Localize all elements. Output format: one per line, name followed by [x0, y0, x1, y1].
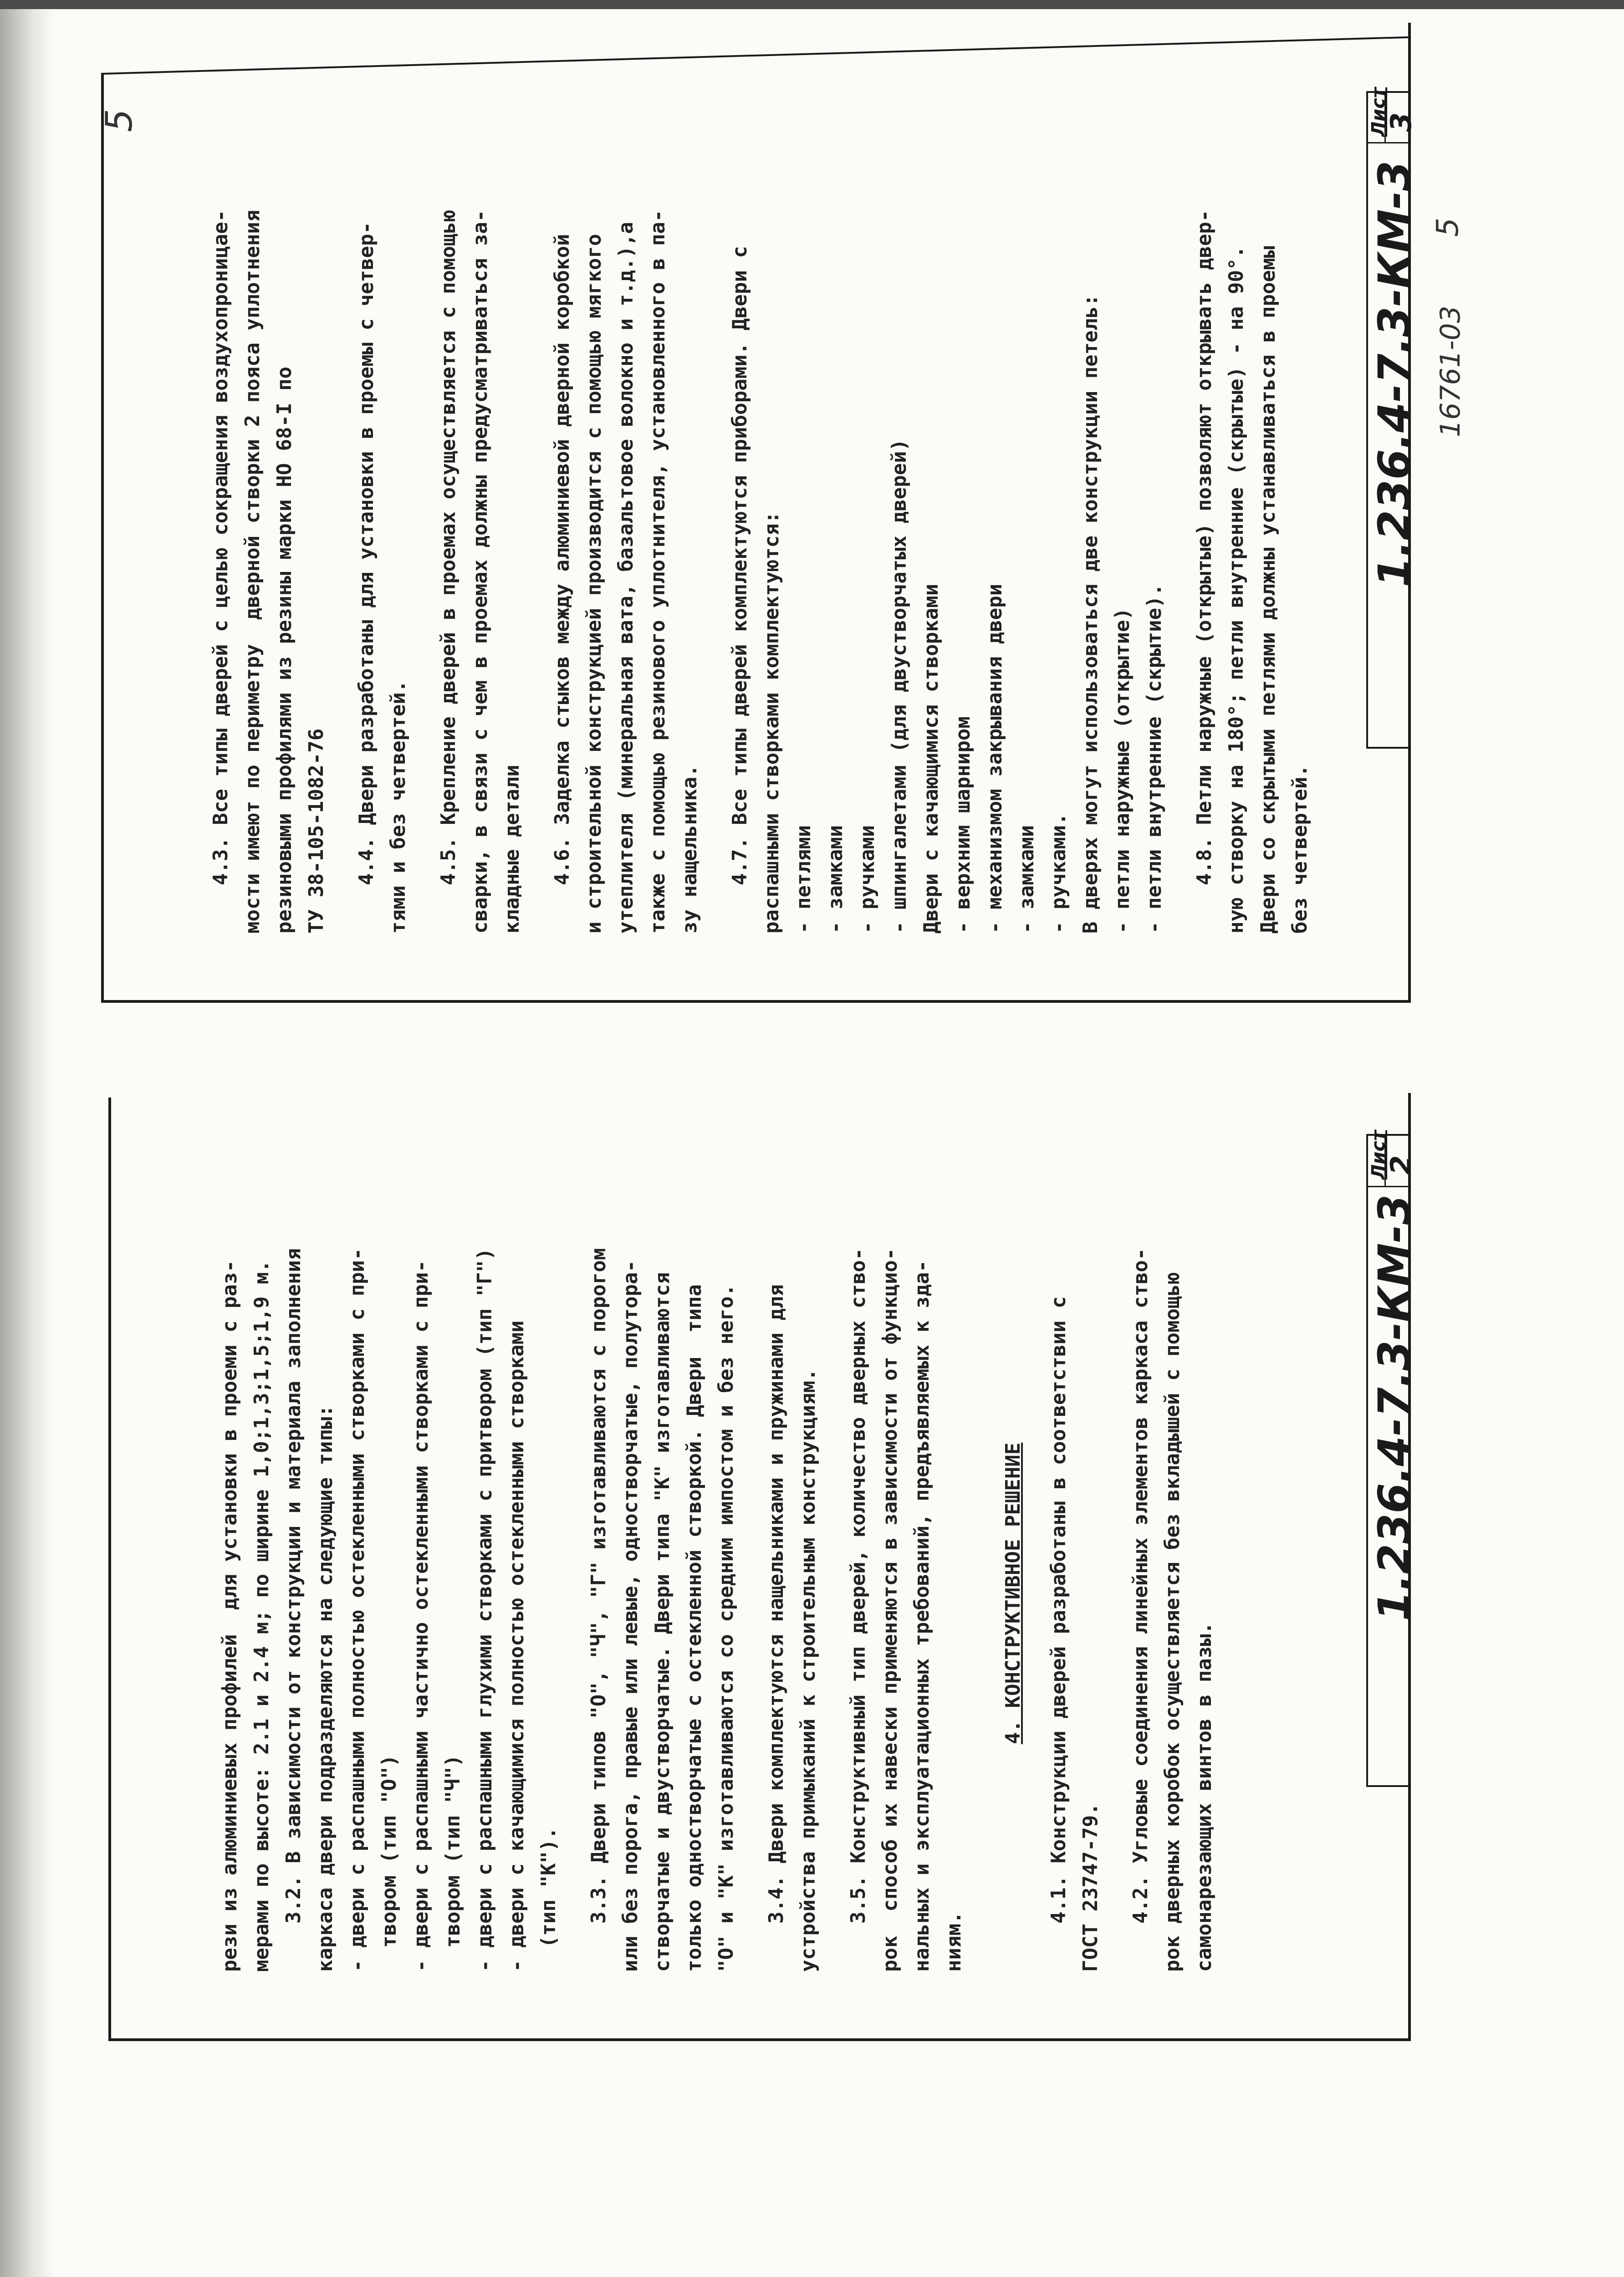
right-line: 4.6. Заделка стыков между алюминиевой дверной коробкой [551, 234, 574, 934]
left-line: - двери с распашными полностью остекленными створками с при- [346, 1248, 369, 1972]
left-line: створчатые и двустворчатые. Двери типа "К" изготавливаются [651, 1272, 674, 1972]
right-line: кладные детали [500, 765, 524, 934]
left-line: 3.5. Конструктивный тип дверей, количество дверных ство- [847, 1248, 870, 1972]
right-title-block-mid [1366, 747, 1408, 749]
right-line: - петли наружные (открытие) [1111, 608, 1134, 934]
left-line: - двери с распашными частично остекленными створками с при- [409, 1260, 433, 1972]
right-line: - петлями [792, 825, 815, 934]
scan-top-edge [0, 0, 1624, 9]
right-title-block-line [1366, 91, 1368, 747]
right-line: 4.8. Петли наружные (открытые) позволяют открывать двер- [1193, 209, 1216, 934]
left-page-frame-line-left [108, 1098, 111, 2040]
left-sheet-number: 2 [1384, 1155, 1418, 1175]
right-line: зу нащельника. [678, 765, 701, 934]
right-line: мости имеют по периметру дверной створки 2 пояса уплотнения [241, 209, 264, 934]
left-page-text [214, 1143, 1221, 1972]
right-sheet-label: Лист [1368, 87, 1389, 137]
left-line: рези из алюминиевых профилей для установки в проеми с раз- [218, 1260, 241, 1972]
right-line: резиновыми профилями из резины марки НО 68-I по [273, 366, 296, 934]
left-line: твором (тип "О") [378, 1755, 401, 1972]
left-line: ниям. [942, 1911, 965, 1972]
left-line: самонарезающих винтов в пазы. [1193, 1622, 1216, 1972]
right-sheet-number: 3 [1384, 112, 1418, 132]
right-page-frame-line-bottom [101, 1000, 1411, 1003]
left-line: 3.4. Двери комплектуются нащельниками и пружинами для [765, 1284, 788, 1972]
right-line: тями и без четвертей. [387, 680, 410, 934]
left-line: только одностворчатые с остекленной створкой. Двери типа [683, 1284, 706, 1972]
right-line: ную створку на 180°; петли внутренние (скрытые) - на 90°. [1225, 246, 1248, 934]
left-line: или без порога, правые или левые, одностворчатые, полутора- [619, 1260, 642, 1972]
left-sheet-label: Лист [1368, 1130, 1389, 1179]
right-line: и строительной конструкцией производится с помощью мягкого [582, 234, 606, 934]
left-line: рок способ их навески применяются в зависимости от функцио- [878, 1248, 902, 1972]
left-line: - двери с качающимися полностью остекленными створками [505, 1320, 528, 1972]
right-line: 4.5. Крепление дверей в проемах осуществляется с помощью [437, 209, 460, 934]
right-line: Двери со скрытыми петлями должны устанавливаться в проемы [1256, 246, 1280, 934]
right-page-text [205, 96, 1316, 934]
left-doc-code: 1.236.4-7.3-КМ-3 [1369, 1194, 1420, 1621]
left-line: 3.3. Двери типов "О", "Ч", "Г" изготавливаются с порогом [587, 1248, 610, 1972]
left-line: "О" и "К" изготавливаются со средним импостом и без него. [715, 1284, 738, 1972]
right-line: - верхним шарниром [951, 716, 975, 934]
right-line: сварки, в связи с чем в проемах должны предусматриваться за- [469, 209, 492, 934]
left-title-block-line [1366, 1134, 1368, 1785]
left-line: нальных и эксплуатационных требований, предъявляемых к зда- [910, 1260, 934, 1972]
left-page-frame-line-bottom [108, 2038, 1411, 2041]
scan-left-shadow [0, 0, 55, 2277]
page-number-bottom: 5 [1430, 218, 1465, 237]
right-line: - замками [1015, 825, 1038, 934]
right-line: ТУ 38-105-1082-76 [305, 728, 328, 934]
section-heading: 4. КОНСТРУКТИВНОЕ РЕШЕНИЕ [1001, 1442, 1025, 1744]
left-line: каркаса двери подразделяются на следующие типы: [314, 1404, 337, 1972]
right-line: - петли внутренние (скрытие). [1143, 583, 1166, 934]
inventory-number: 16761-03 [1435, 306, 1466, 437]
left-line: - двери с распашными глухими створками с притвором (тип "Г") [473, 1248, 496, 1972]
right-page-frame-line-top [101, 36, 1410, 75]
left-title-block-sheet [1366, 1186, 1408, 1187]
right-line: 4.7. Все типы дверей комплектуются приборами. Двери с [728, 246, 751, 934]
left-line: твором (тип "Ч") [441, 1755, 465, 1972]
right-line: без четвертей. [1288, 765, 1312, 934]
left-line: (тип "К"). [537, 1827, 560, 1972]
left-line: мерами по высоте: 2.1 и 2.4 м; по ширине 1,0;1,3;1,5;1,9 м. [250, 1260, 273, 1972]
right-title-block-sheet [1366, 142, 1408, 143]
right-line: также с помощью резинового уплотнителя, установленного в па- [646, 209, 669, 934]
right-line: распашными створками комплектуются: [760, 511, 783, 934]
right-line: Двери с качающимися створками [919, 583, 943, 934]
right-line: 4.4. Двери разработаны для установки в проемы с четвер- [355, 222, 378, 934]
right-line: - замками [824, 825, 847, 934]
page-number-handwritten: 5 [98, 109, 140, 132]
right-line: - ручками. [1047, 813, 1070, 934]
left-title-block-mid [1366, 1785, 1408, 1787]
right-line: утеплителя (минеральная вата, базальтовое волокно и т.д.),а [614, 222, 638, 934]
right-line: - ручками [856, 825, 879, 934]
right-line: 4.3. Все типы дверей с целью сокращения воздухопроницае- [209, 209, 232, 934]
left-line: 4.1. Конструкции дверей разработаны в соответствии с [1047, 1296, 1070, 1972]
right-line: В дверях могут использоваться две конструкции петель: [1079, 294, 1102, 934]
left-line: 4.2. Угловые соединения линейных элементов каркаса ство- [1129, 1248, 1152, 1972]
right-line: - механизмом закрывания двери [983, 583, 1006, 934]
right-doc-code: 1.236.4-7.3-КМ-3 [1369, 160, 1420, 587]
right-page-frame-line-left [101, 73, 104, 1002]
left-line: рок дверных коробок осуществляется без вкладышей с помощью [1161, 1272, 1184, 1972]
left-line: ГОСТ 23747-79. [1079, 1803, 1102, 1972]
left-line: устройства примыканий к строительным конструкциям. [797, 1368, 820, 1972]
left-line: 3.2. В зависимости от конструкции и материала заполнения [282, 1248, 305, 1972]
right-line: - шпингалетами (для двустворчатых дверей) [888, 439, 911, 934]
